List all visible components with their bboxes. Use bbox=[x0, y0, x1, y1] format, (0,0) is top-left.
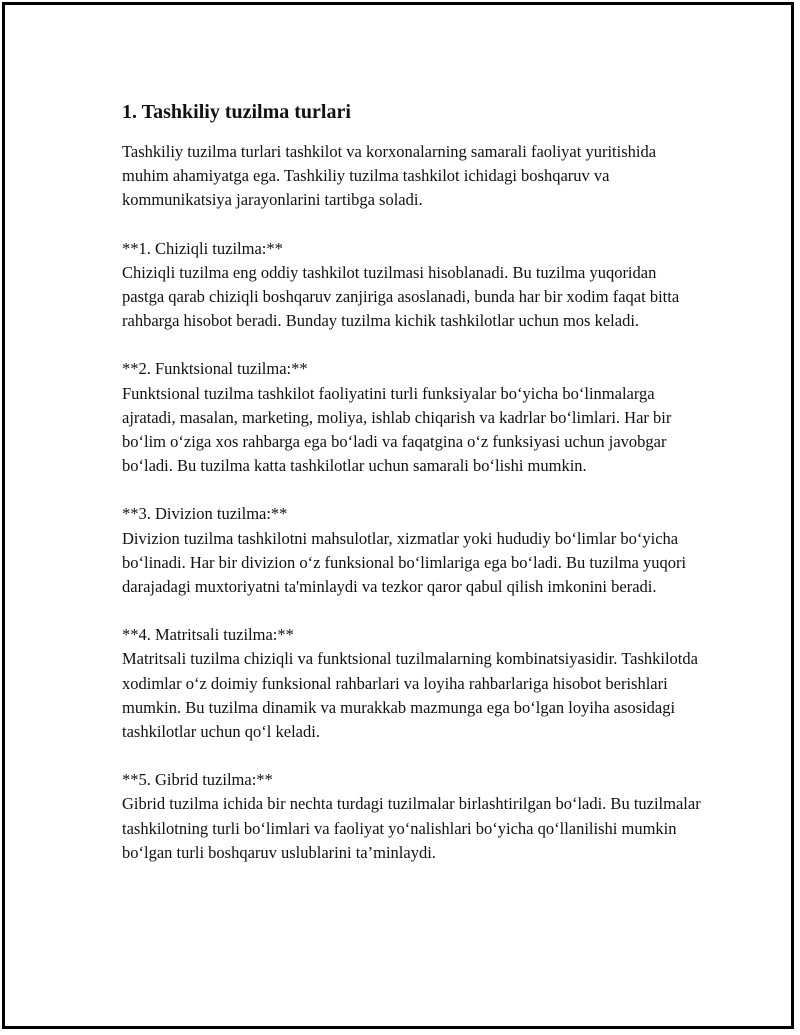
section-title: **3. Divizion tuzilma:** bbox=[122, 504, 288, 524]
document-title: 1. Tashkiliy tuzilma turlari bbox=[122, 101, 351, 123]
section-funktsional bbox=[122, 357, 702, 478]
section-chiziqli bbox=[122, 237, 702, 334]
section-title: **2. Funktsional tuzilma:** bbox=[122, 359, 308, 379]
page-border bbox=[2, 2, 794, 1029]
section-gibrid bbox=[122, 768, 702, 865]
section-body: Funktsional tuzilma tashkilot faoliyatini turli funksiyalar bo‘yicha bo‘linmalarga ajratadi, masalan, marketing, moliya, ishlab chiqarish va kadrlar bo‘limlari. Har bir bo‘lim o‘ziga xos rahbarga ega bo‘ladi va faqatgina o‘z funksiyasi uchun javobgar bo‘ladi. Bu tuzilma katta tashkilotlar uchun samarali bo‘lishi mumkin. bbox=[122, 383, 672, 476]
intro-paragraph: Tashkiliy tuzilma turlari tashkilot va korxonalarning samarali faoliyat yuritishida muhim ahamiyatga ega. Tashkiliy tuzilma tashkilot ichidagi boshqaruv va kommunikatsiya jarayonlarini tartibga soladi. bbox=[122, 142, 657, 210]
section-matritsali bbox=[122, 623, 702, 744]
section-body: Matritsali tuzilma chiziqli va funktsional tuzilmalarning kombinatsiyasidir. Tashkilotda xodimlar o‘z doimiy funksional rahbarlari va loyiha rahbarlariga hisobot berishlari mumkin. Bu tuzilma dinamik va murakkab mazmunga ega bo‘lgan loyiha asosidagi tashkilotlar uchun qo‘l keladi. bbox=[122, 649, 698, 742]
section-title: **4. Matritsali tuzilma:** bbox=[122, 625, 294, 645]
document-body bbox=[122, 99, 702, 889]
section-body: Gibrid tuzilma ichida bir nechta turdagi tuzilmalar birlashtirilgan bo‘ladi. Bu tuzilmalar tashkilotning turli bo‘limlari va faoliyat yo‘nalishlari bo‘yicha qo‘llanilishi mumkin bo‘lgan turli boshqaruv uslublarini ta’minlaydi. bbox=[122, 794, 701, 862]
section-title: **5. Gibrid tuzilma:** bbox=[122, 770, 273, 790]
section-body: Chiziqli tuzilma eng oddiy tashkilot tuzilmasi hisoblanadi. Bu tuzilma yuqoridan pastga qarab chiziqli boshqaruv zanjiriga asoslanadi, bunda har bir xodim faqat bitta rahbarga hisobot beradi. Bunday tuzilma kichik tashkilotlar uchun mos keladi. bbox=[122, 262, 680, 331]
section-divizion bbox=[122, 502, 702, 599]
section-title: **1. Chiziqli tuzilma:** bbox=[122, 238, 283, 258]
section-body: Divizion tuzilma tashkilotni mahsulotlar, xizmatlar yoki hududiy bo‘limlar bo‘yicha bo‘linadi. Har bir divizion o‘z funksional bo‘limlariga ega bo‘ladi. Bu tuzilma yuqori darajadagi muxtoriyatni ta'minlaydi va tezkor qaror qabul qilish imkonini beradi. bbox=[122, 528, 687, 597]
